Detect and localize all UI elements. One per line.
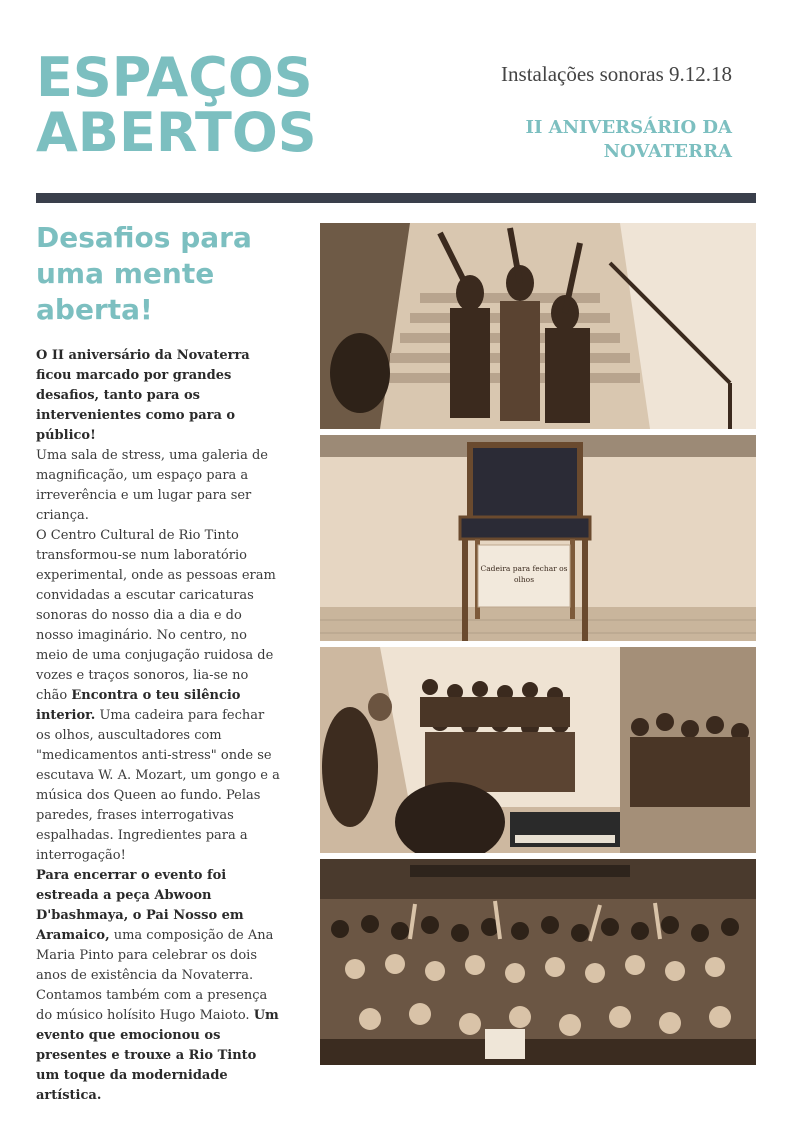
center-text-start: O Centro Cultural de Rio Tinto transformou-se num laboratório experimental, onde as pessoas eram convidadas a escutar caricaturas sonoras do nosso dia a dia e do nosso imaginário. No centro, no meio de uma conjugação ruidosa de vozes e traços sonoros, lia-se no chão bbox=[36, 528, 276, 703]
heading-line-3: aberta! bbox=[36, 293, 153, 326]
anniversary-label bbox=[526, 116, 732, 164]
photo-choir bbox=[320, 647, 756, 853]
photo-group-celebration bbox=[320, 859, 756, 1065]
heading-line-1: Desafios para bbox=[36, 221, 252, 254]
center-text-end: Uma cadeira para fechar os olhos, auscultadores com "medicamentos anti-stress" onde se escutava W. A. Mozart, um gongo e a música dos Queen ao fundo. Pelas paredes, frases interrogativas espalhadas. Ingredientes para a interrogação! bbox=[36, 708, 280, 863]
event-subtitle: Instalações sonoras 9.12.18 bbox=[501, 62, 732, 86]
closing-bold: Para encerrar o evento foi estreada a peça Abwoon D'bashmaya, o Pai Nosso em Aramaico, bbox=[36, 868, 244, 943]
photo-chair bbox=[320, 435, 756, 641]
center-text-bold: Encontra o teu silêncio interior. bbox=[36, 688, 241, 723]
title-line-2: ABERTOS bbox=[36, 101, 317, 164]
paragraph-closing bbox=[36, 866, 282, 1106]
heading-line-2: uma mente bbox=[36, 257, 215, 290]
title-line-1: ESPAÇOS bbox=[36, 46, 313, 109]
closing-bold-end: Um evento que emocionou os presentes e trouxe a Rio Tinto um toque da modernidade artística. bbox=[36, 1008, 279, 1103]
article-body bbox=[36, 346, 282, 1106]
anniversary-line-1: II ANIVERSÁRIO DA bbox=[525, 117, 732, 138]
anniversary-line-2: NOVATERRA bbox=[603, 141, 732, 162]
chair-sign-text-1: Cadeira para fechar os bbox=[480, 564, 568, 573]
closing-text: uma composição de Ana Maria Pinto para celebrar os dois anos de existência da Novaterra. Contamos também com a presença do músico holísito Hugo Maioto. bbox=[36, 928, 274, 1023]
photo-dancers-staircase bbox=[320, 223, 756, 429]
chair-sign-text-2: olhos bbox=[513, 575, 535, 584]
article-heading bbox=[36, 220, 296, 328]
paragraph-rooms: Uma sala de stress, uma galeria de magnificação, um espaço para a irreverência e um lugar para ser criança. bbox=[36, 448, 268, 523]
header-divider bbox=[36, 193, 756, 203]
paragraph-intro bbox=[36, 346, 282, 446]
page-title bbox=[36, 46, 317, 164]
intro-bold: O II aniversário da Novaterra ficou marcado por grandes desafios, tanto para os intervenientes como para o público! bbox=[36, 348, 250, 443]
paragraph-center bbox=[36, 526, 282, 866]
